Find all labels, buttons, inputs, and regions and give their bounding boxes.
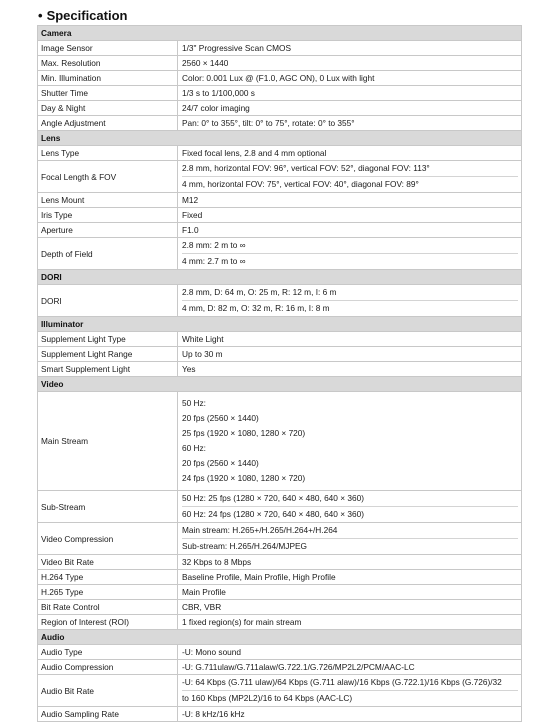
section-header-camera: [38, 26, 522, 41]
table-row: [38, 675, 522, 707]
value-line: 4 mm, horizontal FOV: 75°, vertical FOV: 40°, diagonal FOV: 89°: [182, 176, 518, 192]
specification-table-body: [38, 26, 522, 722]
section-header-lens: [38, 131, 522, 146]
table-row: [38, 332, 522, 347]
row-value: [178, 392, 522, 491]
value-line: 4 mm, D: 82 m, O: 32 m, R: 16 m, I: 8 m: [182, 300, 518, 316]
row-label: Iris Type: [38, 208, 178, 223]
table-row: [38, 660, 522, 675]
row-label: Video Compression: [38, 523, 178, 555]
specification-table: [37, 25, 522, 722]
table-row: [38, 600, 522, 615]
row-value: Fixed: [178, 208, 522, 223]
value-line: 4 mm: 2.7 m to ∞: [182, 253, 518, 269]
value-line: Main stream: H.265+/H.265/H.264+/H.264: [182, 525, 338, 535]
row-value: F1.0: [178, 223, 522, 238]
row-value: -U: G.711ulaw/G.711alaw/G.722.1/G.726/MP2L2/PCM/AAC-LC: [178, 660, 522, 675]
row-label: Image Sensor: [38, 41, 178, 56]
section-title: Audio: [38, 630, 522, 645]
section-title: Video: [38, 377, 522, 392]
section-header-dori: [38, 270, 522, 285]
row-label: Min. Illumination: [38, 71, 178, 86]
value-line: 20 fps (2560 × 1440): [182, 413, 259, 423]
row-value: 2560 × 1440: [178, 56, 522, 71]
row-label: Audio Compression: [38, 660, 178, 675]
row-label: DORI: [38, 285, 178, 317]
row-value: Baseline Profile, Main Profile, High Profile: [178, 570, 522, 585]
section-title: DORI: [38, 270, 522, 285]
table-row: [38, 238, 522, 270]
table-row: [38, 101, 522, 116]
row-label: Lens Type: [38, 146, 178, 161]
table-row: [38, 146, 522, 161]
row-label: Main Stream: [38, 392, 178, 491]
row-value: CBR, VBR: [178, 600, 522, 615]
table-row: [38, 707, 522, 722]
row-value: Up to 30 m: [178, 347, 522, 362]
value-line: 50 Hz:: [182, 398, 206, 408]
value-line: 2.8 mm, horizontal FOV: 96°, vertical FOV: 52°, diagonal FOV: 113°: [182, 163, 430, 173]
section-title: Lens: [38, 131, 522, 146]
section-header-audio: [38, 630, 522, 645]
row-value: -U: Mono sound: [178, 645, 522, 660]
row-label: Angle Adjustment: [38, 116, 178, 131]
row-value: Main Profile: [178, 585, 522, 600]
page-title: [38, 8, 127, 23]
row-label: Smart Supplement Light: [38, 362, 178, 377]
row-label: Audio Sampling Rate: [38, 707, 178, 722]
row-value: Pan: 0° to 355°, tilt: 0° to 75°, rotate: 0° to 355°: [178, 116, 522, 131]
table-row: [38, 362, 522, 377]
value-line: 60 Hz:: [182, 443, 206, 453]
section-title: Camera: [38, 26, 522, 41]
value-line: 2.8 mm: 2 m to ∞: [182, 240, 246, 250]
value-line: 50 Hz: 25 fps (1280 × 720, 640 × 480, 640 × 360): [182, 493, 364, 503]
row-label: Audio Type: [38, 645, 178, 660]
table-row: [38, 523, 522, 555]
row-label: Max. Resolution: [38, 56, 178, 71]
table-row: [38, 116, 522, 131]
table-row: [38, 285, 522, 317]
table-row: [38, 645, 522, 660]
value-line: 2.8 mm, D: 64 m, O: 25 m, R: 12 m, I: 6 m: [182, 287, 337, 297]
value-line: 24 fps (1920 × 1080, 1280 × 720): [182, 473, 306, 483]
bullet-icon: •: [38, 8, 43, 23]
table-row: [38, 161, 522, 193]
table-row: [38, 491, 522, 523]
page-title-text: Specification: [46, 8, 128, 23]
row-label: H.265 Type: [38, 585, 178, 600]
table-row: [38, 585, 522, 600]
row-value: [178, 161, 522, 193]
row-value: White Light: [178, 332, 522, 347]
table-row: [38, 570, 522, 585]
table-row: [38, 193, 522, 208]
row-label: Focal Length & FOV: [38, 161, 178, 193]
section-header-illuminator: [38, 317, 522, 332]
row-value: Fixed focal lens, 2.8 and 4 mm optional: [178, 146, 522, 161]
row-value: Yes: [178, 362, 522, 377]
table-row: [38, 392, 522, 491]
row-label: Region of Interest (ROI): [38, 615, 178, 630]
row-value: [178, 523, 522, 555]
value-line: 60 Hz: 24 fps (1280 × 720, 640 × 480, 640 × 360): [182, 506, 518, 522]
row-label: Depth of Field: [38, 238, 178, 270]
row-value: M12: [178, 193, 522, 208]
row-value: [178, 675, 522, 707]
row-label: Shutter Time: [38, 86, 178, 101]
row-value: 1/3 s to 1/100,000 s: [178, 86, 522, 101]
row-value: Color: 0.001 Lux @ (F1.0, AGC ON), 0 Lux with light: [178, 71, 522, 86]
row-label: Video Bit Rate: [38, 555, 178, 570]
row-label: H.264 Type: [38, 570, 178, 585]
row-value: 32 Kbps to 8 Mbps: [178, 555, 522, 570]
row-label: Supplement Light Range: [38, 347, 178, 362]
spacer: [182, 486, 518, 490]
row-label: Supplement Light Type: [38, 332, 178, 347]
row-value: 1 fixed region(s) for main stream: [178, 615, 522, 630]
row-label: Day & Night: [38, 101, 178, 116]
table-row: [38, 208, 522, 223]
row-label: Lens Mount: [38, 193, 178, 208]
section-title: Illuminator: [38, 317, 522, 332]
table-row: [38, 347, 522, 362]
row-value: [178, 238, 522, 270]
value-line: -U: 64 Kbps (G.711 ulaw)/64 Kbps (G.711 alaw)/16 Kbps (G.722.1)/16 Kbps (G.726)/32: [182, 677, 502, 687]
table-row: [38, 56, 522, 71]
value-line: 25 fps (1920 × 1080, 1280 × 720): [182, 428, 306, 438]
row-value: -U: 8 kHz/16 kHz: [178, 707, 522, 722]
row-value: 1/3" Progressive Scan CMOS: [178, 41, 522, 56]
value-line: Sub-stream: H.265/H.264/MJPEG: [182, 538, 518, 554]
table-row: [38, 223, 522, 238]
table-row: [38, 86, 522, 101]
table-row: [38, 71, 522, 86]
value-line: to 160 Kbps (MP2L2)/16 to 64 Kbps (AAC-LC): [182, 690, 518, 706]
row-label: Audio Bit Rate: [38, 675, 178, 707]
row-label: Bit Rate Control: [38, 600, 178, 615]
table-row: [38, 41, 522, 56]
row-value: [178, 285, 522, 317]
table-row: [38, 615, 522, 630]
value-line: 20 fps (2560 × 1440): [182, 458, 259, 468]
row-label: Aperture: [38, 223, 178, 238]
row-value: [178, 491, 522, 523]
table-row: [38, 555, 522, 570]
row-value: 24/7 color imaging: [178, 101, 522, 116]
row-label: Sub-Stream: [38, 491, 178, 523]
section-header-video: [38, 377, 522, 392]
